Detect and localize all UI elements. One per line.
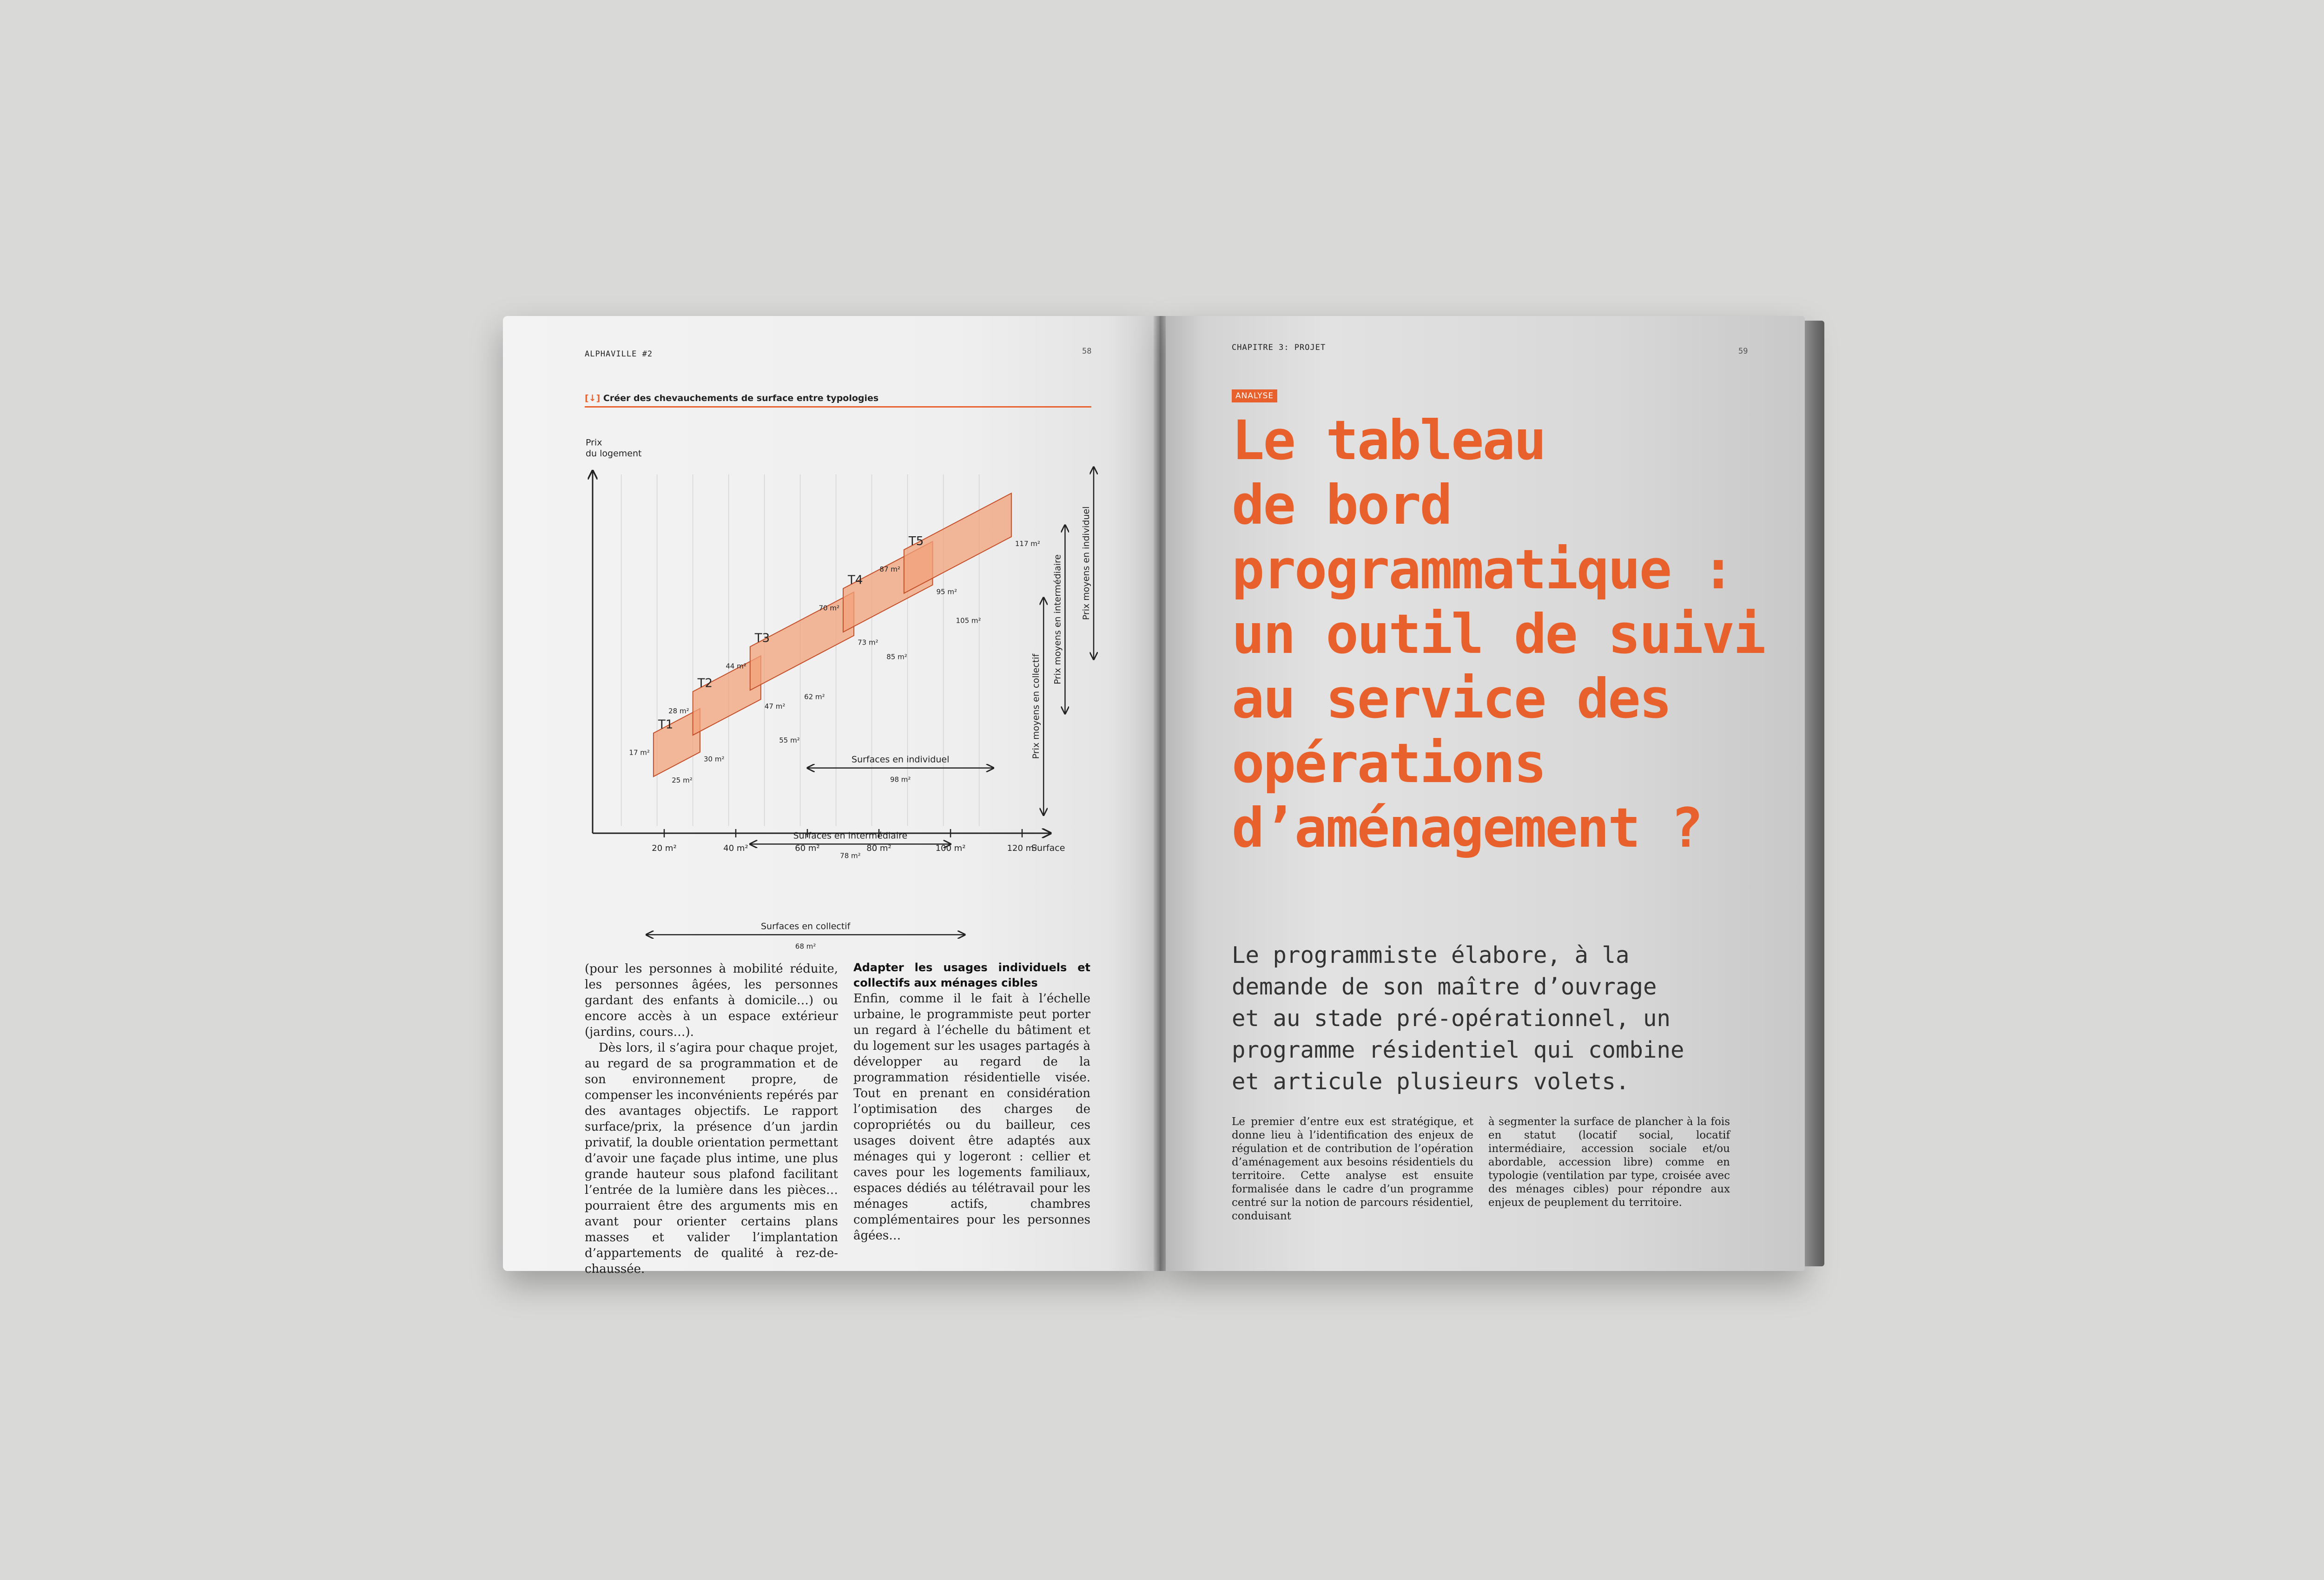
surface-range-value: 78 m² bbox=[840, 851, 861, 860]
folio-right: 59 bbox=[1738, 347, 1748, 356]
price-range-label: Prix moyens en intermédiaire bbox=[1052, 554, 1063, 685]
section-subheading: Adapter les usages individuels et collectifs aux ménages cibles bbox=[853, 961, 1090, 989]
inner-surface-label: 105 m² bbox=[956, 616, 981, 625]
inner-surface-label: 25 m² bbox=[672, 776, 693, 784]
surface-range-label: Surfaces en collectif bbox=[761, 921, 851, 932]
lede bbox=[1232, 940, 1684, 1098]
body-paragraph-2: Dès lors, il s’agira pour chaque projet, au regard de sa programmation et de son environnement propre, de compenser les inconvénients repérés par des avantages objectifs. Le rapport surface/prix, la présence d’un jardin privatif, la double orientation permettant d’avoir une façade plus intime, une plus grande hauteur sous plafond facilitant l’entrée de la lumière dans les pièces… pourraient être des arguments mis en avant pour orienter certains plans masses et valider l’implantation d’appartements de qualité à rez-de-chaussée. bbox=[585, 1041, 838, 1276]
surface-min-label: 44 m² bbox=[726, 662, 746, 671]
section-tag: ANALYSE bbox=[1232, 389, 1277, 402]
typology-label-t1: T1 bbox=[658, 718, 673, 732]
surface-max-label: 95 m² bbox=[936, 587, 957, 596]
lede-line-3: et au stade pré-opérationnel, un bbox=[1232, 1005, 1671, 1032]
x-tick-label: 80 m² bbox=[866, 843, 891, 853]
surface-min-label: 17 m² bbox=[629, 748, 650, 757]
typology-label-t4: T4 bbox=[848, 573, 863, 587]
headline-line-2: de bord bbox=[1232, 473, 1452, 537]
surface-range-value: 98 m² bbox=[890, 775, 911, 784]
lede-line-5: et articule plusieurs volets. bbox=[1232, 1068, 1630, 1095]
figure-title: Créer des chevauchements de surface entre typologies bbox=[603, 393, 879, 403]
body-paragraph-1: (pour les personnes à mobilité réduite, les personnes âgées, les personnes gardant des enfants à domicile…) ou encore accès à un espace extérieur (jardins, cours…). bbox=[585, 962, 838, 1039]
surface-min-label: 28 m² bbox=[668, 707, 689, 716]
surface-max-label: 30 m² bbox=[704, 755, 725, 764]
y-axis-label-line-1: Prix bbox=[586, 437, 602, 448]
inner-surface-label: 85 m² bbox=[886, 652, 907, 661]
body-column-1 bbox=[585, 961, 838, 1277]
headline-line-3: programmatique : bbox=[1232, 538, 1734, 601]
body-column-3: Le premier d’entre eux est stratégique, et donne lieu à l’identification des enjeux de régulation et de contribution de l’opération d’aménagement aux besoins résidentiels du territoire. Cette analyse est ensuite formalisée dans le cadre d’un programme centré sur la notion de parcours résidentiel, conduisant bbox=[1232, 1116, 1473, 1222]
body-column-4: à segmenter la surface de plancher à la fois en statut (locatif social, locatif intermédiaire, accession sociale et/ou abordable, accession libre) comme en typologie (ventilation par type, croisée avec des ménages cibles) pour répondre aux enjeux de peuplement du territoire. bbox=[1488, 1116, 1730, 1209]
body-paragraph-3: Enfin, comme il le fait à l’échelle urbaine, le programmiste peut porter un regard à l’échelle du bâtiment et du logement sur les usages partagés à développer au regard de la programmation résidentielle visée. Tout en prenant en considération l’optimisation des charges de copropriétés ou du bailleur, ces usages doivent être adaptés aux ménages qui y logeront : cellier et caves pour les logements familiaux, espaces dédiés au télétravail pour les ménages actifs, chambres complémentaires pour les personnes âgées… bbox=[853, 992, 1090, 1243]
lede-line-1: Le programmiste élabore, à la bbox=[1232, 942, 1630, 968]
surface-range-label: Surfaces en intermédiaire bbox=[793, 830, 908, 841]
surface-max-label: 73 m² bbox=[858, 638, 878, 647]
surface-min-label: 87 m² bbox=[879, 565, 900, 573]
x-axis-label: Surface bbox=[1031, 843, 1065, 853]
lede-line-4: programme résidentiel qui combine bbox=[1232, 1037, 1684, 1063]
surface-min-label: 70 m² bbox=[819, 604, 839, 612]
typology-label-t3: T3 bbox=[754, 631, 770, 645]
folio-left: 58 bbox=[1082, 347, 1092, 356]
headline-line-6: opérations bbox=[1232, 731, 1545, 795]
x-tick-label: 20 m² bbox=[652, 843, 677, 853]
inner-surface-label: 62 m² bbox=[804, 692, 825, 701]
inner-surface-label: 55 m² bbox=[779, 736, 800, 744]
headline-line-5: au service des bbox=[1232, 667, 1671, 731]
price-range-label: Prix moyens en individuel bbox=[1081, 506, 1091, 620]
surface-max-label: 47 m² bbox=[764, 702, 786, 711]
surface-max-label: 117 m² bbox=[1015, 539, 1040, 548]
y-axis-label-line-2: du logement bbox=[586, 448, 642, 459]
headline-line-7: d’aménagement ? bbox=[1232, 796, 1702, 860]
x-tick-label: 120 m² bbox=[1007, 843, 1037, 853]
price-range-label: Prix moyens en collectif bbox=[1031, 653, 1042, 759]
x-tick-label: 60 m² bbox=[795, 843, 820, 853]
running-head-right: CHAPITRE 3: PROJET bbox=[1232, 343, 1326, 352]
headline-line-4: un outil de suivi bbox=[1232, 602, 1765, 666]
typology-label-t5: T5 bbox=[908, 534, 924, 549]
headline bbox=[1232, 408, 1764, 860]
surface-range-value: 68 m² bbox=[795, 942, 816, 951]
body-column-2 bbox=[853, 960, 1090, 1244]
x-tick-label: 100 m² bbox=[935, 843, 966, 853]
x-tick-label: 40 m² bbox=[723, 843, 748, 853]
headline-line-1: Le tableau bbox=[1232, 408, 1545, 472]
lede-line-2: demande de son maître d’ouvrage bbox=[1232, 974, 1657, 1000]
typology-label-t2: T2 bbox=[697, 676, 713, 691]
figure-index: [↓] bbox=[585, 393, 601, 403]
running-head-left: ALPHAVILLE #2 bbox=[585, 349, 653, 359]
surface-range-label: Surfaces en individuel bbox=[852, 754, 950, 765]
